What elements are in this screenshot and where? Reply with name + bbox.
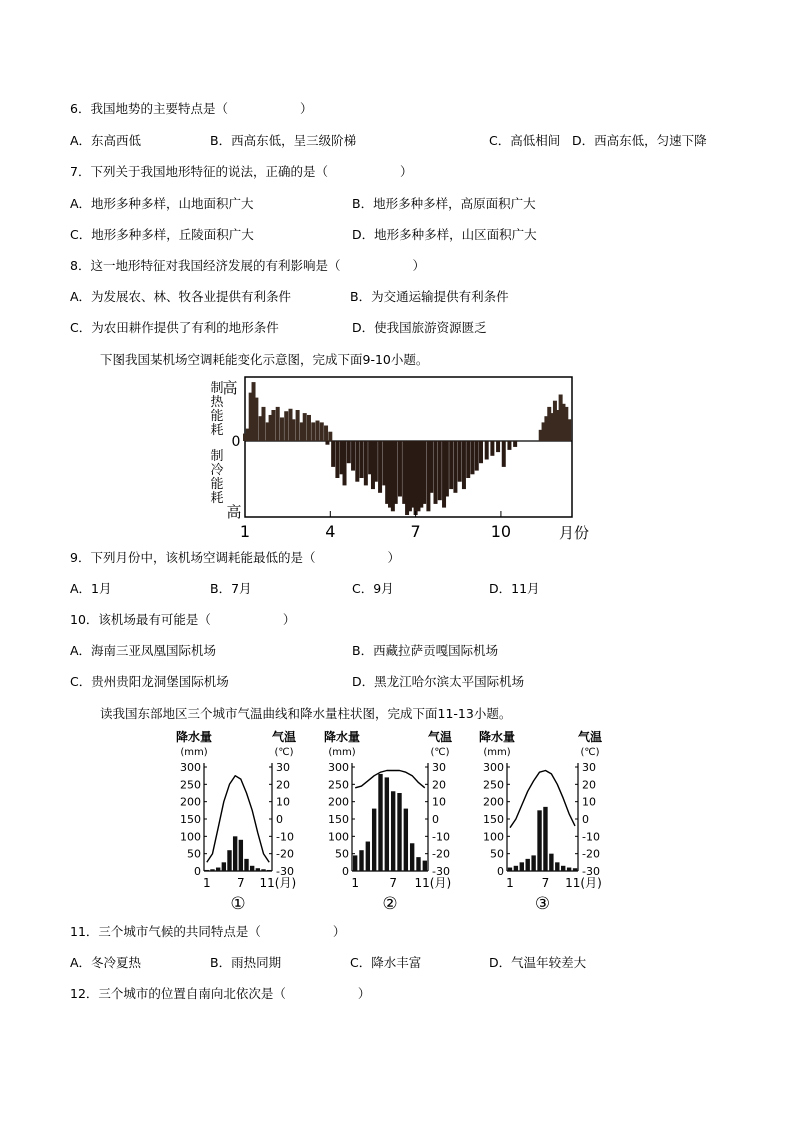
precip-bar [353,855,357,871]
cooling-axis-label: 冷 [210,463,224,478]
option-d: D．地形多种多样，山区面积广大 [352,227,537,242]
month-tick-label: 7 [389,876,397,890]
question-stem: 11．三个城市气候的共同特点是（ [70,924,261,939]
precip-bar [267,870,271,871]
x-tick-label: 1 [239,522,251,541]
precip-bar [233,836,237,871]
heating-bar [284,411,288,441]
precip-bar [227,850,231,871]
option-b: B．7月 [210,581,252,596]
temp-tick-label: 0 [432,813,439,826]
precip-bar [416,857,420,871]
cooling-bar [325,441,329,445]
temperature-line [207,776,269,863]
option-c: C．降水丰富 [350,955,422,970]
intro-11-13: 读我国东部地区三个城市气温曲线和降水量柱状图，完成下面11-13小题。 [100,706,512,721]
precip-bar [256,868,260,871]
temp-tick-label: 10 [276,795,290,809]
temp-tick-label: 0 [276,813,283,826]
month-tick-label: 7 [237,876,245,890]
precip-bar [210,869,214,871]
chart-number: ① [230,894,246,914]
heating-bar [303,413,307,441]
intro-9-10: 下图我国某机场空调耗能变化示意图，完成下面9-10小题。 [100,352,429,367]
temp-tick-label: -20 [432,847,450,861]
precip-tick-label: 250 [328,778,349,792]
heating-bar [328,432,332,441]
heating-bar [311,422,315,441]
month-tick-label: 11(月) [565,876,602,890]
precip-bar [372,809,376,871]
option-b: B．西藏拉萨贡嘎国际机场 [352,643,499,658]
precip-bar [531,855,535,871]
cooling-bar [331,441,335,467]
precip-tick-label: 150 [180,813,201,826]
cooling-bar [364,441,368,485]
question-close: ） [332,924,346,939]
heating-bar [324,426,328,442]
question-stem: 12．三个城市的位置自南向北依次是（ [70,986,286,1001]
option-b: B．为交通运输提供有利条件 [350,289,509,304]
option-d: D．使我国旅游资源匮乏 [352,320,487,335]
chart-number: ③ [534,894,551,914]
cooling-bar [445,441,449,497]
precip-tick-label: 0 [194,865,201,878]
temperature-line [510,771,575,828]
precip-bar [543,807,547,871]
cooling-bar [378,441,382,493]
cooling-bar [449,441,453,489]
temp-tick-label: -30 [582,865,600,878]
cooling-bar [434,441,438,504]
temp-tick-label: -20 [582,847,600,861]
precip-tick-label: 150 [483,813,504,826]
option-a: A．冬冷夏热 [70,955,142,970]
temp-tick-label: 20 [276,778,290,792]
cooling-bar [513,441,517,447]
option-a: A．海南三亚凤凰国际机场 [70,643,217,658]
precip-tick-label: 300 [483,761,504,774]
temp-axis-title: 气温 [271,730,297,744]
cooling-bar [374,441,378,482]
question-close: ） [399,164,413,179]
precip-tick-label: 250 [483,778,504,792]
precip-bar [366,842,370,871]
option-b: B．地形多种多样，高原面积广大 [352,196,536,211]
heating-bar [261,407,265,441]
question-stem: 6．我国地势的主要特点是（ [70,101,228,116]
cooling-bar [496,441,500,452]
cooling-bar [335,441,339,478]
temp-axis-title: 气温 [427,730,453,744]
precip-bar [244,859,248,871]
precip-bar [250,866,254,871]
month-tick-label: 1 [506,876,514,890]
x-axis-label: 月份 [558,524,590,542]
option-a: A．为发展农、林、牧各业提供有利条件 [70,289,292,304]
heating-bar [254,398,258,441]
month-tick-label: 1 [203,876,211,890]
question-7 [70,164,412,180]
question-10 [70,612,295,628]
temp-tick-label: 30 [432,761,446,774]
precip-bar [378,774,382,871]
precip-bar [397,793,401,871]
question-stem: 9．下列月份中，该机场空调耗能最低的是（ [70,550,316,565]
option-b: B．雨热同期 [210,955,282,970]
precip-tick-label: 100 [483,830,504,844]
question-close: ） [412,258,425,273]
precip-bar [239,840,243,871]
question-close: ） [357,986,371,1001]
precip-tick-label: 300 [328,761,349,774]
heating-axis-label: 耗 [210,423,224,438]
temp-tick-label: -30 [276,865,294,878]
option-d: D．气温年较差大 [489,955,587,970]
temp-axis-title: 气温 [577,730,603,744]
option-d: D．西高东低，匀速下降 [572,133,707,148]
precip-tick-label: 200 [328,795,349,809]
cooling-bar [490,441,494,456]
heating-bar [271,410,275,441]
temp-tick-label: 30 [276,761,290,774]
question-stem: 7．下列关于我国地形特征的说法，正确的是（ [70,164,328,179]
precip-tick-label: 100 [328,830,349,844]
heating-axis-label: 能 [210,409,224,424]
precip-bar [567,868,571,871]
temp-tick-label: -10 [582,830,600,844]
cooling-bar [453,441,457,493]
temp-axis-unit: (℃) [430,747,450,758]
temp-tick-label: 0 [582,813,589,826]
month-tick-label: 1 [351,876,359,890]
precip-tick-label: 300 [180,761,201,774]
heating-bar [296,410,300,441]
cooling-axis-label: 能 [210,477,224,492]
precip-bar [261,869,265,871]
option-c: C．贵州贵阳龙洞堡国际机场 [70,674,229,689]
precip-bar [549,854,553,871]
cooling-bar [438,441,442,500]
x-tick-label: 7 [410,522,421,541]
chart-number: ② [382,894,398,914]
option-b: B．西高东低，呈三级阶梯 [210,133,357,148]
question-close: ） [282,612,296,627]
precip-tick-label: 0 [342,865,349,878]
precip-bar [537,810,541,871]
heating-axis-label: 制 [210,381,224,396]
option-a: A．东高西低 [70,133,142,148]
cooling-bar [360,441,364,478]
cooling-bar [485,441,489,460]
temp-tick-label: -20 [276,847,294,861]
precip-bar [561,866,565,871]
heating-bar [280,417,284,441]
climate-chart-2 [315,725,465,915]
precip-tick-label: 150 [328,813,349,826]
precip-tick-label: 200 [483,795,504,809]
temp-tick-label: 10 [582,795,596,809]
question-9 [70,550,400,566]
y-top-label: 高 [222,379,238,397]
cooling-bar [347,441,351,463]
cooling-bar [470,441,474,474]
question-stem: 10．该机场最有可能是（ [70,612,211,627]
temp-tick-label: 20 [582,778,596,792]
question-12 [70,986,370,1002]
option-c: C．为农田耕作提供了有利的地形条件 [70,320,279,335]
temperature-line [355,771,425,788]
precip-bar [216,868,220,871]
heating-bar [316,421,320,441]
temp-tick-label: -10 [276,830,294,844]
cooling-bar [475,441,479,471]
precip-bar [555,862,559,871]
question-close: ） [299,101,313,116]
question-8 [70,258,425,274]
precip-bar [404,809,408,871]
option-c: C．9月 [352,581,394,596]
cooling-bar [422,441,426,504]
temp-tick-label: -30 [432,865,450,878]
precip-tick-label: 100 [180,830,201,844]
option-d: D．黑龙江哈尔滨太平国际机场 [352,674,525,689]
temp-axis-unit: (℃) [580,747,600,758]
climate-chart-1 [168,725,313,915]
precip-bar [520,862,524,871]
temp-tick-label: 30 [582,761,596,774]
precip-bar [410,843,414,871]
precip-tick-label: 200 [180,795,201,809]
cooling-axis-label: 制 [210,449,224,464]
heating-bar [291,419,295,441]
month-tick-label: 11(月) [414,876,452,890]
precip-bar [423,861,427,871]
precip-axis-title: 降水量 [478,730,516,744]
climate-chart-3 [470,725,620,915]
temp-tick-label: 10 [432,795,446,809]
option-d: D．11月 [489,581,540,596]
heating-bar [307,415,311,441]
precip-bar [508,868,512,871]
question-11 [70,924,345,940]
cooling-bar [479,441,483,463]
cooling-bar [458,441,462,482]
precip-tick-label: 50 [187,847,201,861]
cooling-axis-label: 耗 [210,491,224,506]
precip-axis-unit: (mm) [483,747,511,758]
option-c: C．地形多种多样，丘陵面积广大 [70,227,254,242]
y-bottom-label: 高 [226,503,242,521]
month-tick-label: 11(月) [259,876,297,890]
precip-axis-unit: (mm) [180,747,208,758]
precip-tick-label: 250 [180,778,201,792]
cooling-bar [398,441,402,497]
precip-bar [514,866,518,871]
cooling-bar [343,441,347,485]
precip-axis-title: 降水量 [175,730,213,744]
option-a: A．1月 [70,581,112,596]
precip-bar [526,859,530,871]
cooling-bar [394,441,398,504]
option-c: C．高低相间 [489,133,561,148]
precip-bar [222,862,226,871]
energy-consumption-chart [200,372,600,544]
cooling-bar [466,441,470,478]
precip-bar [359,850,363,871]
precip-bar [391,791,395,871]
question-6 [70,101,312,117]
cooling-bar [507,441,511,450]
month-tick-label: 7 [541,876,550,890]
heating-bar [320,422,324,441]
precip-bar [205,870,209,871]
precip-axis-title: 降水量 [323,730,361,744]
cooling-bar [429,441,433,493]
precip-bar [573,868,577,871]
cooling-bar [355,441,359,482]
precip-axis-unit: (mm) [328,747,356,758]
x-tick-label: 4 [325,522,336,541]
heating-bar [567,419,571,441]
temp-axis-unit: (℃) [274,747,294,758]
heating-bar [276,407,280,441]
temp-tick-label: -10 [432,830,450,844]
cooling-bar [462,441,466,489]
cooling-bar [502,441,506,467]
precip-tick-label: 50 [335,847,349,861]
question-stem: 8．这一地形特征对我国经济发展的有利影响是（ [70,258,341,273]
y-zero-label: 0 [231,434,241,450]
x-tick-label: 10 [490,522,512,541]
option-a: A．地形多种多样，山地面积广大 [70,196,254,211]
cooling-bar [351,441,355,471]
precip-tick-label: 50 [490,847,504,861]
precip-bar [385,777,389,871]
question-close: ） [387,550,400,565]
heating-axis-label: 热 [210,395,224,410]
temp-tick-label: 20 [432,778,446,792]
precip-tick-label: 0 [497,865,504,878]
